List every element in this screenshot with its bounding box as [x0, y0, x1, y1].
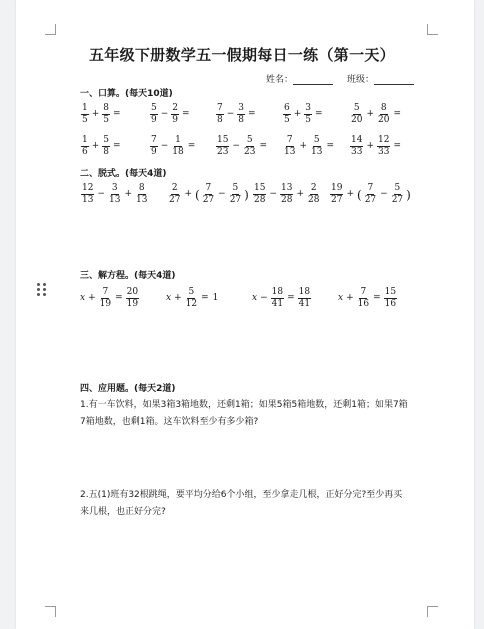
- fraction-denominator: 9: [172, 115, 179, 125]
- fraction-numerator: 13: [281, 183, 293, 193]
- name-blank[interactable]: [293, 75, 333, 85]
- operator: −: [226, 109, 235, 119]
- fraction-numerator: 3: [111, 183, 118, 193]
- operator: +: [296, 189, 304, 199]
- equation-item: [166, 288, 220, 309]
- operator: +: [174, 293, 182, 303]
- section-oral-heading: 一、口算。(每天10道): [80, 89, 173, 99]
- fraction-numerator: 5: [188, 287, 195, 297]
- fraction-denominator: 28: [308, 195, 320, 205]
- oral-calc-item: [282, 104, 325, 125]
- fraction: [330, 184, 343, 205]
- fraction-numerator: 5: [103, 135, 110, 145]
- fraction-denominator: 5: [305, 115, 312, 125]
- word-problem-2: 2.五(1)班有32根跳绳，要平均分给6个小组，至少拿走几根，正好分完?至少再买来几根，也正好分完?: [80, 490, 403, 517]
- operator: −: [160, 109, 169, 119]
- operator: =: [248, 109, 256, 119]
- oral-calc-item: [149, 104, 192, 125]
- operator: +: [91, 109, 100, 119]
- fraction-denominator: 13: [109, 195, 121, 205]
- fraction-denominator: 27: [331, 195, 343, 205]
- fraction: [81, 136, 89, 157]
- fraction-numerator: 7: [360, 287, 367, 297]
- oral-calc-item: [215, 136, 269, 157]
- fraction-denominator: 5: [103, 115, 110, 125]
- fraction: [102, 104, 110, 125]
- fraction: [357, 288, 370, 309]
- operator: +: [88, 293, 96, 303]
- operator: +: [366, 141, 374, 151]
- fraction-numerator: 18: [298, 287, 311, 297]
- stepwise-item: [167, 184, 250, 205]
- fraction-denominator: 16: [357, 299, 370, 309]
- equation-item: [252, 288, 312, 309]
- fraction-numerator: 3: [238, 103, 245, 113]
- operator: +: [346, 293, 354, 303]
- fraction-denominator: 27: [364, 195, 377, 205]
- fraction-denominator: 23: [244, 147, 256, 157]
- fraction-denominator: 28: [254, 195, 266, 205]
- fraction-numerator: 7: [367, 183, 374, 193]
- operator: =: [393, 109, 401, 119]
- fraction-numerator: 12: [378, 135, 390, 145]
- fraction-denominator: 41: [298, 299, 311, 309]
- operator: +: [184, 189, 192, 199]
- fraction-numerator: 2: [172, 103, 179, 113]
- operator: −: [97, 189, 105, 199]
- word-problem-1: 1.有一车饮料，如果3箱3箱地数，还剩1箱；如果5箱5箱地数，还剩1箱；如果7箱7箱地数，也剩1箱。这车饮料至少有多少箱?: [80, 400, 408, 427]
- fraction: [307, 184, 320, 205]
- section-word-problems-heading: 四、应用题。(每天2道): [80, 384, 176, 394]
- fraction: [304, 104, 312, 125]
- fraction-denominator: 13: [82, 195, 94, 205]
- operator: −: [160, 141, 169, 151]
- fraction: [350, 136, 363, 157]
- stepwise-item: [329, 184, 412, 205]
- fraction-numerator: 2: [171, 183, 178, 193]
- section-stepwise-heading: 二、脱式。(每天4道): [80, 169, 167, 179]
- operator: −: [260, 293, 268, 303]
- fraction-numerator: 2: [310, 183, 317, 193]
- fraction-denominator: 33: [351, 147, 363, 157]
- operator: =: [113, 109, 121, 119]
- fraction-numerator: 5: [151, 103, 157, 113]
- parenthesis: (: [195, 187, 200, 202]
- fraction: [216, 136, 229, 157]
- fraction-numerator: 7: [151, 135, 157, 145]
- fraction-denominator: 28: [281, 195, 293, 205]
- oral-calc-item: [349, 136, 403, 157]
- operator: +: [293, 109, 302, 119]
- fraction-denominator: 13: [311, 147, 323, 157]
- fraction-numerator: 7: [217, 103, 223, 113]
- fraction-numerator: 14: [351, 135, 363, 145]
- fraction-denominator: 18: [172, 147, 184, 157]
- operator: −: [380, 189, 388, 199]
- fraction-numerator: 5: [232, 183, 239, 193]
- fraction: [108, 184, 121, 205]
- parenthesis: ): [244, 187, 249, 202]
- operator: −: [269, 189, 277, 199]
- fraction: [271, 288, 284, 309]
- operator: 1: [212, 293, 219, 303]
- variable-x: x: [252, 293, 258, 303]
- fraction-denominator: 27: [229, 195, 242, 205]
- corner-mark-top-left: [45, 24, 56, 35]
- fraction-numerator: 15: [217, 135, 229, 145]
- oral-calc-item: [80, 136, 123, 157]
- fraction-numerator: 8: [138, 183, 145, 193]
- corner-mark-top-right: [427, 24, 438, 35]
- fraction-numerator: 5: [394, 183, 401, 193]
- fraction: [81, 184, 94, 205]
- operator: +: [91, 141, 100, 151]
- equation-item: [338, 288, 398, 309]
- fraction-numerator: 19: [331, 183, 343, 193]
- class-label: 班级：: [347, 75, 375, 85]
- corner-mark-bottom-right: [427, 606, 438, 617]
- variable-x: x: [338, 293, 344, 303]
- fraction: [185, 288, 198, 309]
- fraction-numerator: 1: [82, 135, 88, 145]
- variable-x: x: [166, 293, 172, 303]
- operator: =: [113, 141, 121, 151]
- oral-calc-item: [80, 104, 123, 125]
- equation-item: [80, 288, 140, 309]
- fraction-denominator: 23: [217, 147, 229, 157]
- stepwise-item: [252, 184, 321, 205]
- parenthesis: ): [406, 187, 411, 202]
- fraction: [280, 184, 293, 205]
- fraction-numerator: 15: [384, 287, 397, 297]
- fraction: [253, 184, 266, 205]
- fraction: [229, 184, 242, 205]
- fraction-denominator: 6: [82, 147, 88, 157]
- fraction-denominator: 5: [82, 115, 88, 125]
- fraction-denominator: 9: [151, 147, 157, 157]
- name-label: 姓名：: [266, 75, 294, 85]
- operator: =: [287, 293, 295, 303]
- fraction: [310, 136, 323, 157]
- operator: =: [315, 109, 323, 119]
- fraction: [350, 104, 363, 125]
- fraction-numerator: 18: [271, 287, 284, 297]
- fraction-denominator: 19: [99, 299, 112, 309]
- fraction-denominator: 8: [217, 115, 223, 125]
- parenthesis: (: [357, 187, 362, 202]
- fraction: [384, 288, 397, 309]
- fraction-denominator: 9: [151, 115, 157, 125]
- fraction-denominator: 27: [202, 195, 215, 205]
- fraction-denominator: 8: [238, 115, 245, 125]
- fraction: [391, 184, 404, 205]
- fraction-denominator: 27: [391, 195, 404, 205]
- fraction-denominator: 16: [384, 299, 397, 309]
- fraction: [283, 136, 296, 157]
- fraction: [171, 136, 184, 157]
- fraction-numerator: 3: [305, 103, 312, 113]
- fraction-denominator: 5: [284, 115, 290, 125]
- operator: =: [201, 293, 209, 303]
- stepwise-item: [80, 184, 149, 205]
- fraction: [202, 184, 215, 205]
- fraction: [126, 288, 139, 309]
- fraction-denominator: 41: [271, 299, 284, 309]
- page-title: 五年级下册数学五一假期每日一练（第一天）: [88, 46, 395, 64]
- section-equations-heading: 三、解方程。(每天4道): [80, 271, 176, 281]
- operator: +: [366, 109, 374, 119]
- variable-x: x: [80, 293, 86, 303]
- operator: −: [218, 189, 226, 199]
- fraction-denominator: 19: [126, 299, 139, 309]
- fraction: [298, 288, 311, 309]
- fraction-numerator: 8: [380, 103, 387, 113]
- operator: =: [115, 293, 123, 303]
- student-info-line: [266, 72, 414, 85]
- fraction-denominator: 13: [136, 195, 148, 205]
- fraction: [171, 104, 179, 125]
- oral-calc-item: [282, 136, 336, 157]
- operator: =: [182, 109, 190, 119]
- fraction-numerator: 1: [175, 135, 181, 145]
- fraction-numerator: 7: [102, 287, 109, 297]
- fraction-numerator: 5: [313, 135, 320, 145]
- fraction-numerator: 15: [254, 183, 266, 193]
- fraction-denominator: 20: [351, 115, 363, 125]
- operator: +: [299, 141, 307, 151]
- fraction: [81, 104, 89, 125]
- fraction-denominator: 33: [378, 147, 390, 157]
- operator: =: [187, 141, 196, 151]
- fraction-denominator: 12: [185, 299, 198, 309]
- fraction: [102, 136, 110, 157]
- operator: −: [232, 141, 240, 151]
- fraction: [364, 184, 377, 205]
- fraction-denominator: 13: [284, 147, 296, 157]
- fraction-numerator: 6: [284, 103, 290, 113]
- operator: =: [393, 141, 401, 151]
- corner-mark-bottom-left: [45, 606, 56, 617]
- fraction-denominator: 8: [103, 147, 110, 157]
- class-blank[interactable]: [374, 75, 414, 85]
- fraction: [216, 104, 224, 125]
- fraction: [377, 104, 390, 125]
- fraction: [243, 136, 256, 157]
- fraction: [150, 104, 158, 125]
- fraction-numerator: 5: [353, 103, 360, 113]
- operator: =: [326, 141, 334, 151]
- fraction-numerator: 5: [246, 135, 253, 145]
- oral-calc-item: [349, 104, 403, 125]
- fraction-denominator: 20: [378, 115, 390, 125]
- fraction: [150, 136, 158, 157]
- operator: +: [124, 189, 132, 199]
- operator: =: [373, 293, 381, 303]
- fraction-numerator: 1: [82, 103, 88, 113]
- oral-calc-item: [149, 136, 197, 157]
- fraction: [135, 184, 148, 205]
- operator: =: [259, 141, 267, 151]
- drag-handle-icon[interactable]: [37, 283, 47, 297]
- fraction-numerator: 7: [205, 183, 212, 193]
- fraction: [237, 104, 245, 125]
- fraction: [99, 288, 112, 309]
- fraction-numerator: 7: [286, 135, 293, 145]
- fraction-numerator: 20: [126, 287, 139, 297]
- oral-calc-item: [215, 104, 258, 125]
- operator: +: [346, 189, 354, 199]
- fraction: [377, 136, 390, 157]
- fraction-numerator: 8: [103, 103, 110, 113]
- fraction-numerator: 12: [82, 183, 94, 193]
- fraction-denominator: 27: [169, 195, 181, 205]
- fraction: [168, 184, 181, 205]
- fraction: [283, 104, 291, 125]
